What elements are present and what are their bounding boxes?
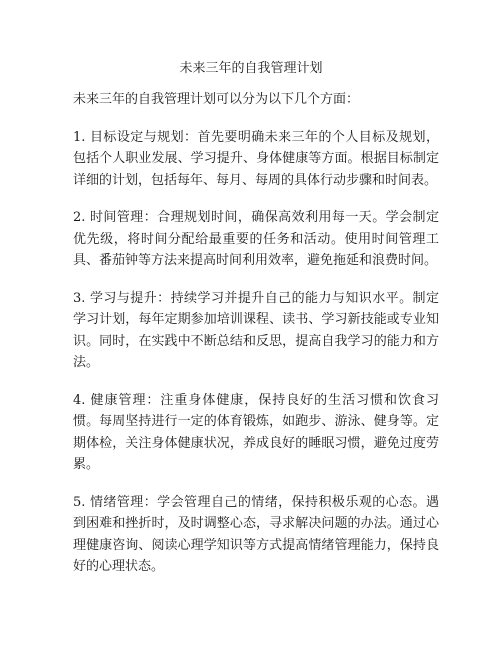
- document-title: 未来三年的自我管理计划: [179, 61, 323, 76]
- section-goal-setting: 1. 目标设定与规划：首先要明确未来三年的个人目标及规划，包括个人职业发展、学习提升、身体健康等方面。根据目标制定详细的计划，包括每年、每月、每周的具体行动步骤和时间表。: [73, 129, 439, 188]
- intro-paragraph: 未来三年的自我管理计划可以分为以下几个方面：: [73, 92, 360, 107]
- section-emotion: 5. 情绪管理：学会管理自己的情绪，保持积极乐观的心态。遇到困难和挫折时，及时调整心态，寻求解决问题的办法。通过心理健康咨询、阅读心理学知识等方式提高情绪管理能力，保持良好的心理状态。: [73, 494, 439, 574]
- section-time-management: 2. 时间管理：合理规划时间，确保高效利用每一天。学会制定优先级，将时间分配给最重要的任务和活动。使用时间管理工具、番茄钟等方法来提高时间利用效率，避免拖延和浪费时间。: [73, 210, 439, 268]
- section-health: 4. 健康管理：注重身体健康，保持良好的生活习惯和饮食习惯。每周坚持进行一定的体育锻炼，如跑步、游泳、健身等。定期体检，关注身体健康状况，养成良好的睡眠习惯，避免过度劳累。: [73, 392, 439, 472]
- section-learning: 3. 学习与提升：持续学习并提升自己的能力与知识水平。制定学习计划，每年定期参加培训课程、读书、学习新技能或专业知识。同时，在实践中不断总结和反思，提高自我学习的能力和方法。: [73, 290, 439, 370]
- document-body: [73, 89, 439, 594]
